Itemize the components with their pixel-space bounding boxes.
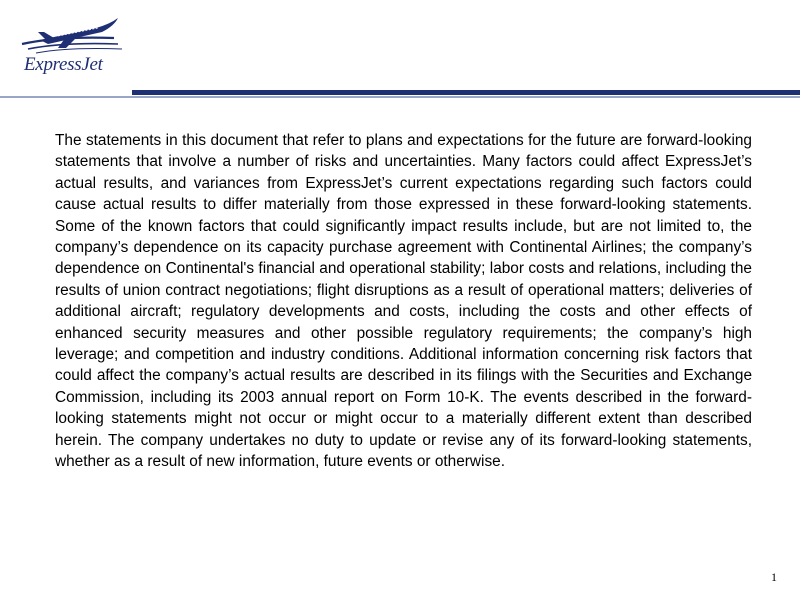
airplane-icon	[18, 14, 128, 56]
header-rule-thin	[0, 96, 800, 98]
logo-wordmark: ExpressJet	[24, 54, 103, 75]
page-number: 1	[771, 570, 777, 584]
expressjet-logo	[18, 14, 128, 80]
header-rule-thick	[132, 90, 800, 95]
forward-looking-statement-paragraph: The statements in this document that refer to plans and expectations for the future are forward-looking statements that involve a number of risks and uncertainties. Many factors could affect ExpressJet’s actual results, and variances from ExpressJet’s current expectations regarding such factors could cause actual results to differ materially from those expressed in these forward-looking statements. Some of the known factors that could significantly impact results include, but are not limited to, the company’s dependence on its capacity purchase agreement with Continental Airlines; the company’s dependence on Continental's financial and operational stability; labor costs and relations, including the results of union contract negotiations; flight disruptions as a result of operational matters; deliveries of additional aircraft; regulatory developments and costs, including the costs and other effects of enhanced security measures and other possible regulatory requirements; the company’s high leverage; and competition and industry conditions. Additional information concerning risk factors that could affect the company’s actual results are described in its filings with the Securities and Exchange Commission, including its 2003 annual report on Form 10-K. The events described in the forward-looking statements might not occur or might occur to a materially different extent than described herein. The company undertakes no duty to update or revise any of its forward-looking statements, whether as a result of new information, future events or otherwise.	[55, 132, 752, 471]
